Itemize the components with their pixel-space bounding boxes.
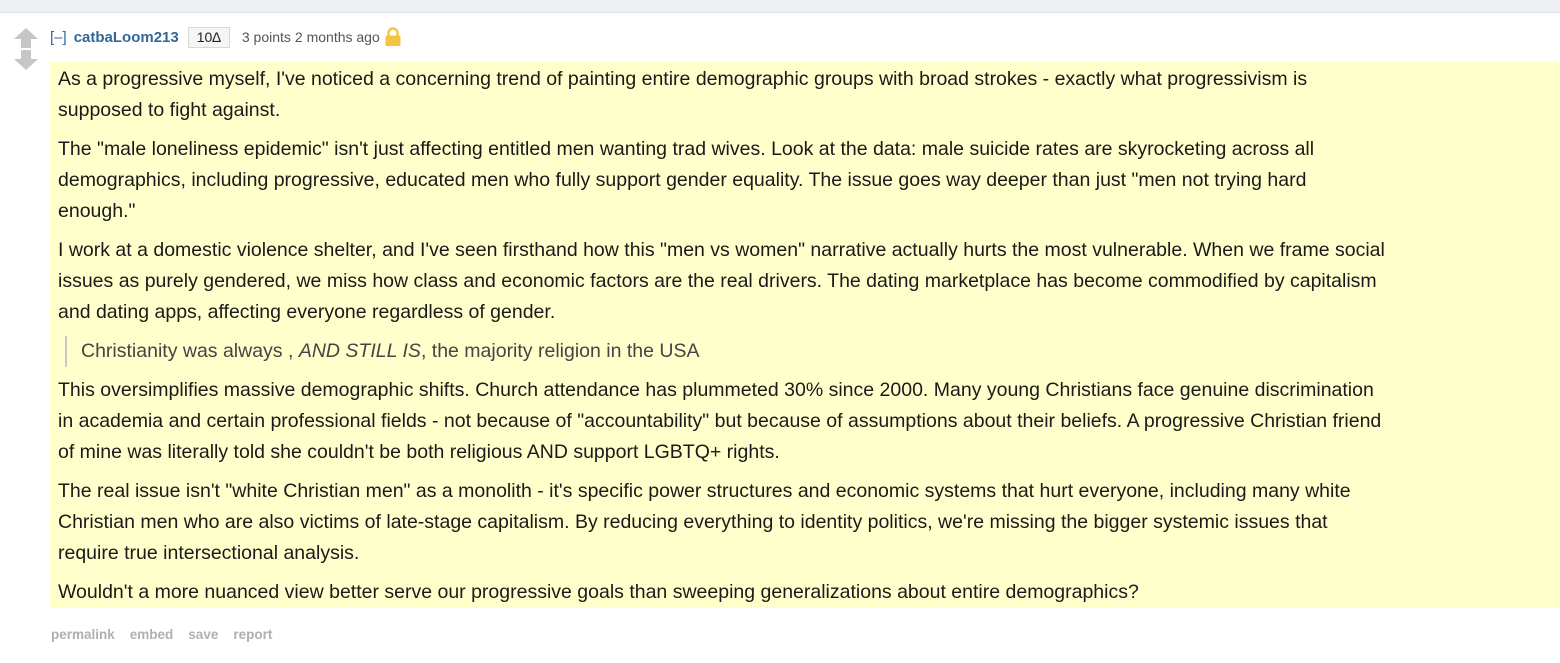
comment-paragraph: I work at a domestic violence shelter, and I've seen firsthand how this "men vs women" narrative actually hurts the most vulnerable. When we frame social issues as purely gendered, we miss how class and economic factors are the real drivers. The dating marketplace has become commodified by capitalism and dating apps, affecting everyone regardless of gender. xyxy=(58,239,1385,323)
comment-paragraph: The "male loneliness epidemic" isn't just affecting entitled men wanting trad wives. Look at the data: male suicide rates are skyrocketing across all demographics, including progressive, educated men who fully support gender equality. The issue goes way deeper than just "men not trying hard enough." xyxy=(58,138,1315,222)
comment-tagline xyxy=(50,26,402,48)
comment-paragraph: This oversimplifies massive demographic shifts. Church attendance has plummeted 30% since 2000. Many young Christians face genuine discrimination in academia and certain professional fields - not because of "accountability" but because of assumptions about their beliefs. A progressive Christian friend of mine was literally told she couldn't be both religious AND support LGBTQ+ rights. xyxy=(58,379,1382,463)
save-button[interactable]: save xyxy=(188,627,219,642)
report-button[interactable]: report xyxy=(233,627,273,642)
block-quote xyxy=(65,336,1552,367)
comment-paragraph: Wouldn't a more nuanced view better serve our progressive goals than sweeping generalizations about entire demographics? xyxy=(58,581,1139,603)
collapse-toggle[interactable]: [–] xyxy=(50,28,67,46)
comment-container xyxy=(0,12,1560,663)
comment-timestamp: 2 months ago xyxy=(294,29,380,45)
quote-text-end: , the majority religion in the USA xyxy=(420,340,700,362)
author-link[interactable]: catbaLoom213 xyxy=(73,28,179,46)
lock-icon xyxy=(384,27,402,47)
comment-body xyxy=(50,62,1560,608)
quote-emphasis: AND STILL IS xyxy=(298,340,421,362)
downvote-arrow-icon[interactable] xyxy=(13,49,39,71)
comment-paragraph: As a progressive myself, I've noticed a concerning trend of painting entire demographic groups with broad strokes - exactly what progressivism is supposed to fight against. xyxy=(58,68,1308,121)
vote-controls xyxy=(13,27,39,71)
embed-button[interactable]: embed xyxy=(129,627,174,642)
comment-actions xyxy=(51,627,272,642)
comment-paragraph: The real issue isn't "white Christian men" as a monolith - it's specific power structures and economic systems that hurt everyone, including many white Christian men who are also victims of late-stage capitalism. By reducing everything to identity politics, we're missing the bigger systemic issues that require true intersectional analysis. xyxy=(58,480,1351,564)
quote-text: Christianity was always , xyxy=(81,340,299,362)
upvote-arrow-icon[interactable] xyxy=(13,27,39,49)
permalink-button[interactable]: permalink xyxy=(51,627,115,642)
author-flair: 10∆ xyxy=(188,27,230,48)
comment-score: 3 points xyxy=(241,29,291,45)
